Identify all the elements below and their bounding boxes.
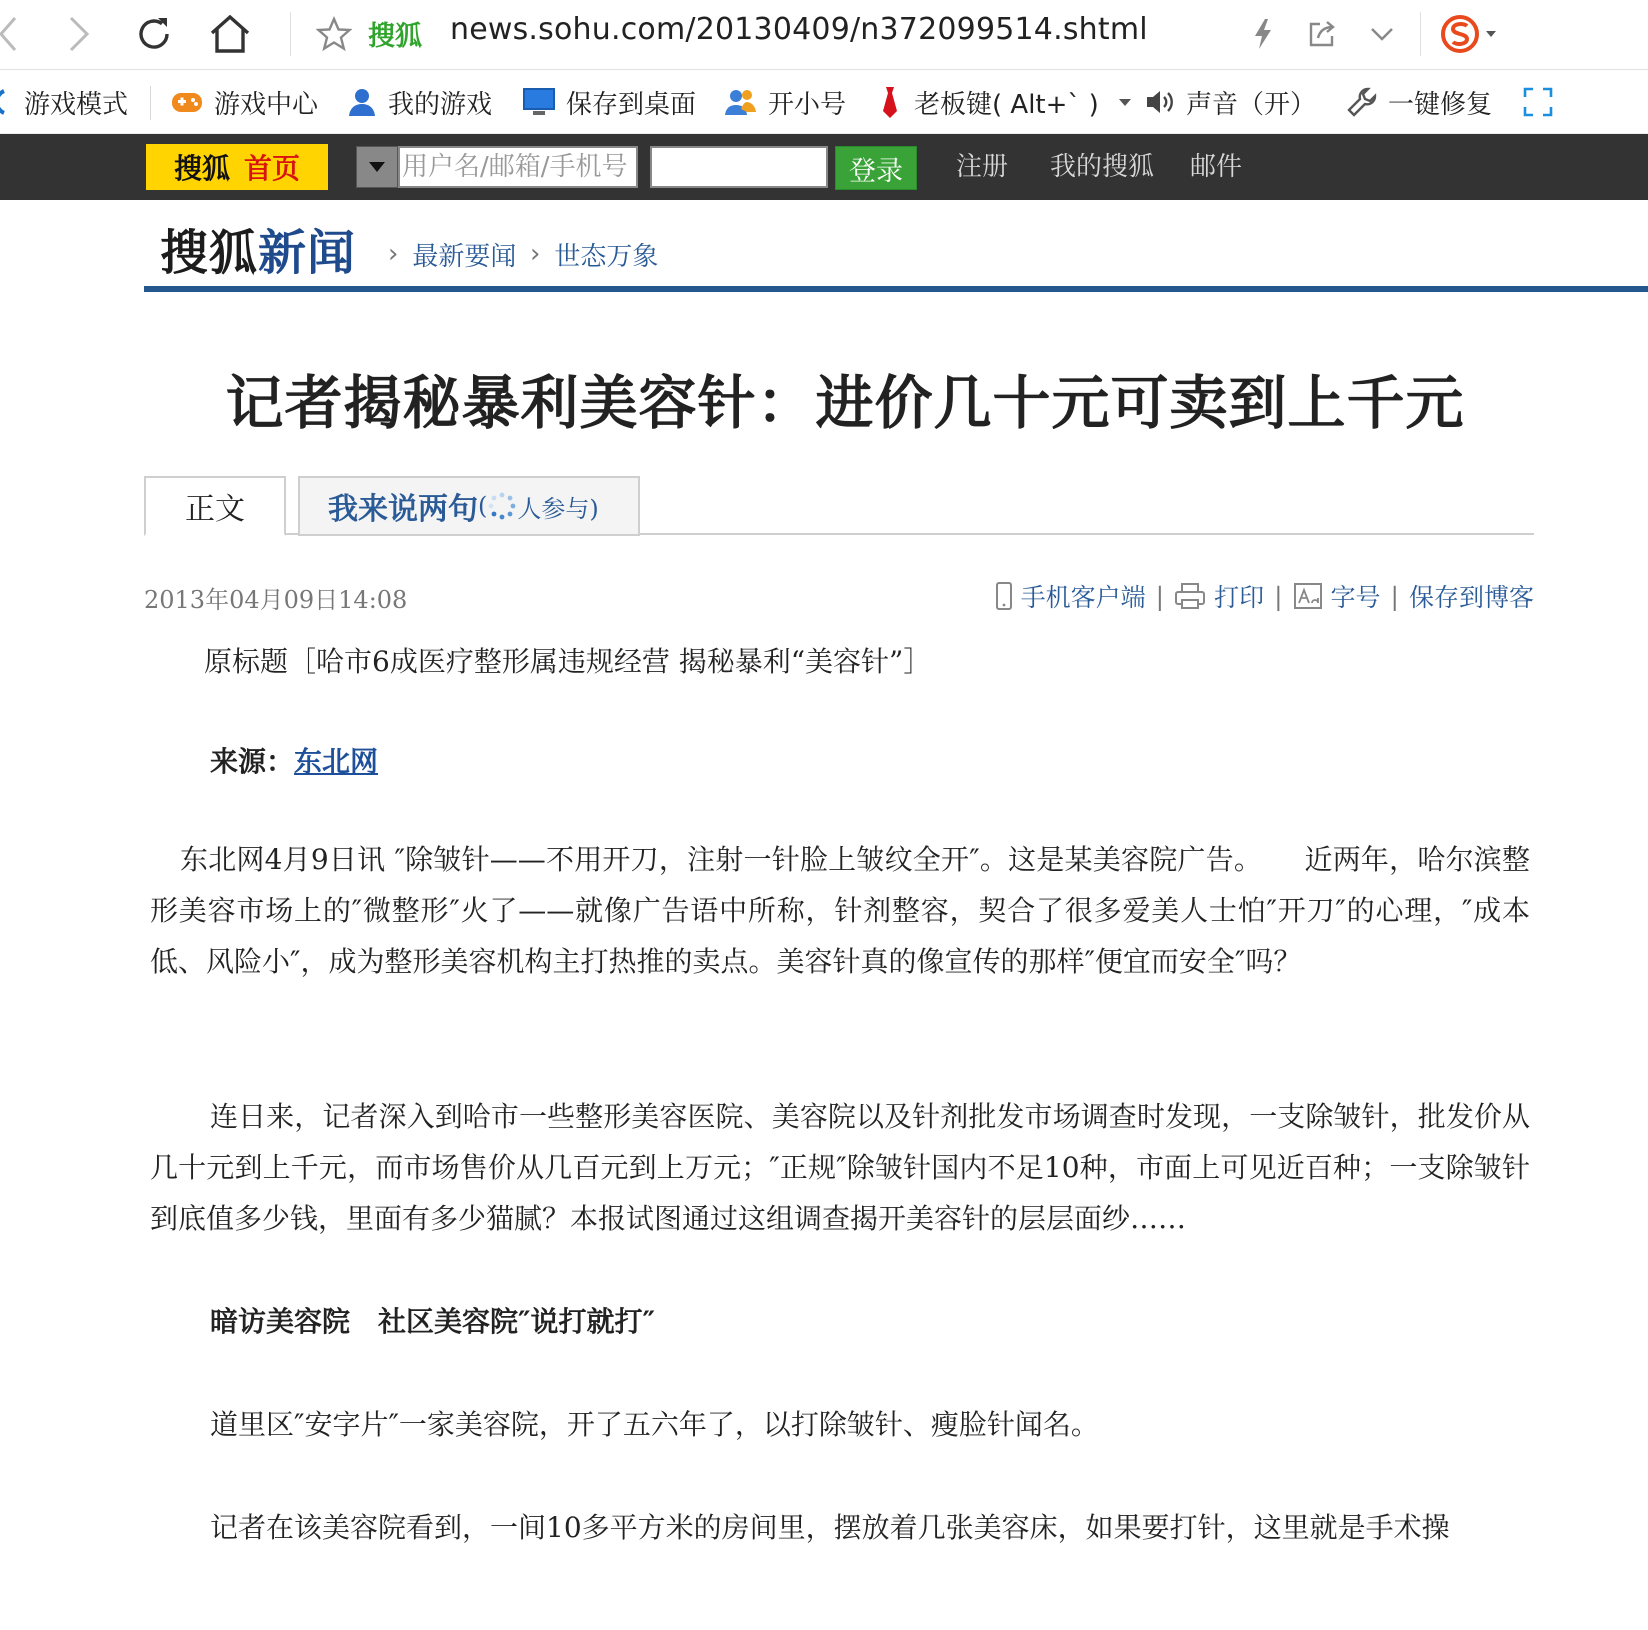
game-mode-label: 游戏模式 (24, 89, 129, 120)
sohu-news-logo-news: 新闻 (258, 225, 357, 281)
login-type-dropdown[interactable] (356, 146, 398, 188)
comment-count-open: ( (478, 492, 488, 520)
mobile-client-link[interactable] (995, 578, 1146, 614)
one-click-repair-label: 一键修复 (1388, 89, 1493, 120)
monitor-icon (522, 87, 556, 117)
address-site-brand: 搜狐 (368, 21, 422, 52)
password-input[interactable] (650, 146, 828, 188)
one-click-repair-button[interactable] (1346, 84, 1492, 120)
user-icon (346, 87, 378, 117)
game-center-button[interactable] (170, 84, 318, 120)
alt-account-label: 开小号 (768, 89, 847, 120)
article-paragraph: 记者在该美容院看到，一间10多平方米的房间里，摆放着几张美容床，如果要打针，这里就是手术操 (210, 1511, 1450, 1544)
font-size-link[interactable] (1293, 578, 1381, 614)
breadcrumb-latest-label: 最新要闻 (412, 241, 517, 272)
username-input[interactable]: 用户名/邮箱/手机号 (398, 146, 638, 188)
tie-icon (876, 85, 904, 119)
comment-count (478, 489, 599, 524)
game-mode-icon (0, 87, 14, 117)
game-center-label: 游戏中心 (214, 89, 319, 120)
speaker-icon (1144, 87, 1176, 117)
loading-spinner-icon (487, 491, 517, 521)
printer-icon (1174, 581, 1206, 611)
boss-key-label: 老板键( Alt+` ) (914, 89, 1099, 120)
breadcrumb-society[interactable] (530, 236, 658, 272)
register-link[interactable]: 注册 (956, 152, 1009, 182)
font-size-label: 字号 (1330, 583, 1381, 612)
original-title-line: 原标题［哈市6成医疗整形属违规经营 揭秘暴利“美容针”］ (204, 645, 932, 678)
tab-article-body[interactable] (144, 476, 286, 536)
gamebar-divider (150, 86, 151, 120)
sound-toggle-label: 声音（开） (1186, 89, 1317, 120)
mobile-client-label: 手机客户端 (1020, 583, 1146, 612)
my-sohu-link[interactable]: 我的搜狐 (1050, 152, 1155, 182)
print-label: 打印 (1214, 583, 1265, 612)
my-games-button[interactable] (346, 84, 492, 120)
article-title: 记者揭秘暴利美容针：进价几十元可卖到上千元 (225, 369, 1465, 437)
dropdown-caret-icon[interactable] (1117, 96, 1133, 108)
article-paragraph: 连日来，记者深入到哈市一些整形美容医院、美容院以及针剂批发市场调查时发现，一支除皱针，批发价从几十元到上千元，而市场售价从几百元到上万元；″正规″除皱针国内不足10种，市面上可见近百种；一支除皱针到底值多少钱，里面有多少猫腻？本报试图通过这组调查揭开美容针的层层面纱…… (150, 1100, 1530, 1235)
game-toolbar (0, 70, 1648, 134)
tools-separator: | (1390, 581, 1399, 611)
tab-article-body-label: 正文 (185, 492, 245, 527)
save-to-desktop-button[interactable] (522, 84, 696, 120)
tab-comments-label: 我来说两句 (328, 492, 478, 527)
source-label: 来源： (210, 745, 295, 778)
caret-down-icon (367, 160, 387, 174)
alt-account-button[interactable] (724, 84, 846, 120)
breadcrumb-latest[interactable] (388, 236, 516, 272)
my-games-label: 我的游戏 (388, 89, 493, 120)
tools-separator: | (1274, 581, 1283, 611)
back-icon[interactable] (0, 10, 22, 58)
article-tools (995, 578, 1534, 614)
font-size-icon (1293, 581, 1323, 611)
game-mode-button[interactable] (0, 84, 128, 120)
source-link[interactable]: 东北网 (294, 745, 379, 778)
comment-count-suffix: 人参与) (517, 494, 599, 523)
reload-icon[interactable] (130, 10, 178, 58)
sohu-home-link[interactable] (146, 144, 328, 190)
login-button[interactable]: 登录 (835, 146, 917, 190)
save-to-desktop-label: 保存到桌面 (566, 89, 697, 120)
users-icon (724, 87, 758, 117)
breadcrumb-chevron-icon: › (388, 239, 399, 269)
save-to-blog-link[interactable] (1409, 578, 1534, 614)
tab-comments[interactable] (298, 476, 640, 536)
publish-time: 2013年04月09日14:08 (144, 586, 408, 614)
forward-icon[interactable] (58, 10, 98, 58)
article-paragraph: 道里区″安字片″一家美容院，开了五六年了，以打除皱针、瘦脸针闻名。 (210, 1408, 1099, 1441)
sohu-home-brand: 搜狐 (173, 152, 230, 185)
browser-toolbar (0, 0, 1648, 70)
share-icon[interactable] (1300, 10, 1344, 58)
boss-key-button[interactable] (876, 84, 1143, 120)
sound-toggle-button[interactable] (1144, 84, 1316, 120)
chevron-down-icon[interactable] (1365, 10, 1399, 58)
lightning-icon[interactable] (1245, 10, 1281, 58)
breadcrumb-chevron-icon: › (530, 239, 541, 269)
home-icon[interactable] (205, 10, 255, 58)
fullscreen-icon (1522, 86, 1554, 118)
mail-link[interactable]: 邮件 (1190, 152, 1243, 182)
sohu-home-label: 首页 (244, 152, 301, 185)
fullscreen-button[interactable] (1522, 84, 1564, 120)
save-to-blog-label: 保存到博客 (1408, 583, 1534, 612)
breadcrumb-society-label: 世态万象 (554, 241, 659, 272)
tools-separator: | (1155, 581, 1165, 611)
sohu-news-logo[interactable] (160, 214, 356, 283)
toolbar-divider (290, 12, 291, 56)
source-line (210, 740, 1590, 780)
wrench-icon (1346, 86, 1378, 118)
gamepad-icon (170, 88, 204, 116)
article-subheading: 暗访美容院 社区美容院″说打就打″ (210, 1305, 656, 1338)
mobile-phone-icon (995, 581, 1013, 611)
toolbar-divider (1420, 12, 1421, 56)
address-bar-url[interactable]: news.sohu.com/20130409/n372099514.shtml (450, 12, 1148, 47)
sogou-logo-icon[interactable] (1440, 12, 1500, 56)
channel-divider (144, 286, 1648, 292)
bookmark-star-icon[interactable] (312, 10, 356, 58)
print-link[interactable] (1174, 578, 1264, 614)
article-paragraph: 东北网4月9日讯 ″除皱针——不用开刀，注射一针脸上皱纹全开″。这是某美容院广告。 近两年，哈尔滨整形美容市场上的″微整形″火了——就像广告语中所称，针剂整容，契合了很多爱美人士怕″开刀″的心理，″成本低、风险小″，成为整形美容机构主打热推的卖点。美容针真的像宣传的那样″便宜而安全″吗？ (150, 843, 1530, 978)
sohu-top-navbar (0, 134, 1648, 200)
sohu-news-logo-brand: 搜狐 (160, 225, 259, 281)
